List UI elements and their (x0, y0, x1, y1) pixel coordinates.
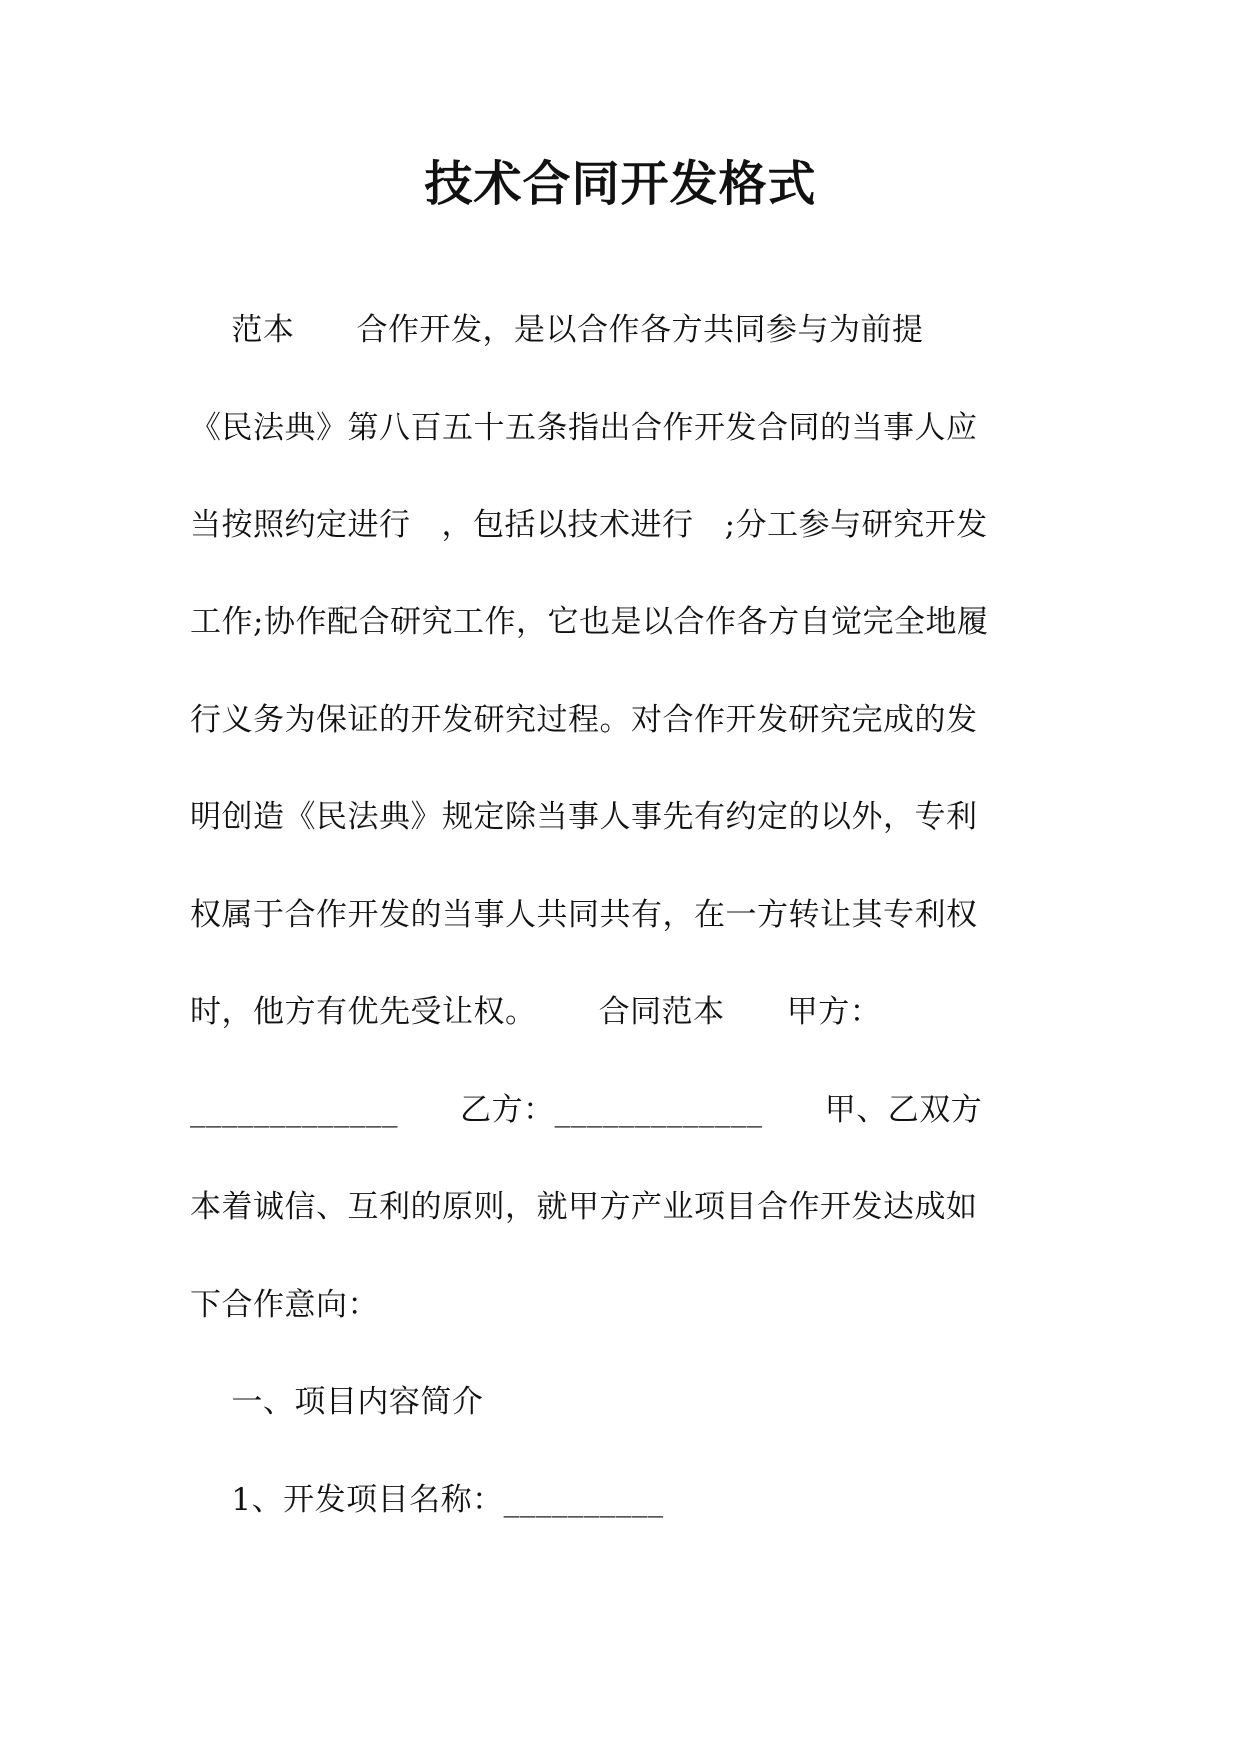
body-line-8: 时，他方有优先受让权。 合同范本 甲方： (190, 994, 882, 1030)
body-line-9: _____________ 乙方：_____________ 甲、乙双方 (190, 1092, 983, 1128)
body-line-4: 工作;协作配合研究工作，它也是以合作各方自觉完全地履 (190, 604, 989, 640)
body-line-10: 本着诚信、互利的原则，就甲方产业项目合作开发达成如 (190, 1189, 978, 1225)
project-name-field: 1、开发项目名称：__________ (190, 1482, 664, 1518)
body-line-11: 下合作意向： (190, 1287, 379, 1323)
body-line-2: 《民法典》第八百五十五条指出合作开发合同的当事人应 (190, 410, 978, 446)
document-title: 技术合同开发格式 (424, 156, 817, 212)
section-heading-1: 一、项目内容简介 (190, 1384, 484, 1420)
body-line-7: 权属于合作开发的当事人共同共有，在一方转让其专利权 (190, 897, 978, 933)
body-line-5: 行义务为保证的开发研究过程。对合作开发研究完成的发 (190, 702, 978, 738)
body-line-1: 范本 合作开发，是以合作各方共同参与为前提 (190, 312, 924, 348)
body-line-6: 明创造《民法典》规定除当事人事先有约定的以外，专利 (190, 799, 978, 835)
body-line-3: 当按照约定进行 ，包括以技术进行 ;分工参与研究开发 (190, 507, 988, 543)
